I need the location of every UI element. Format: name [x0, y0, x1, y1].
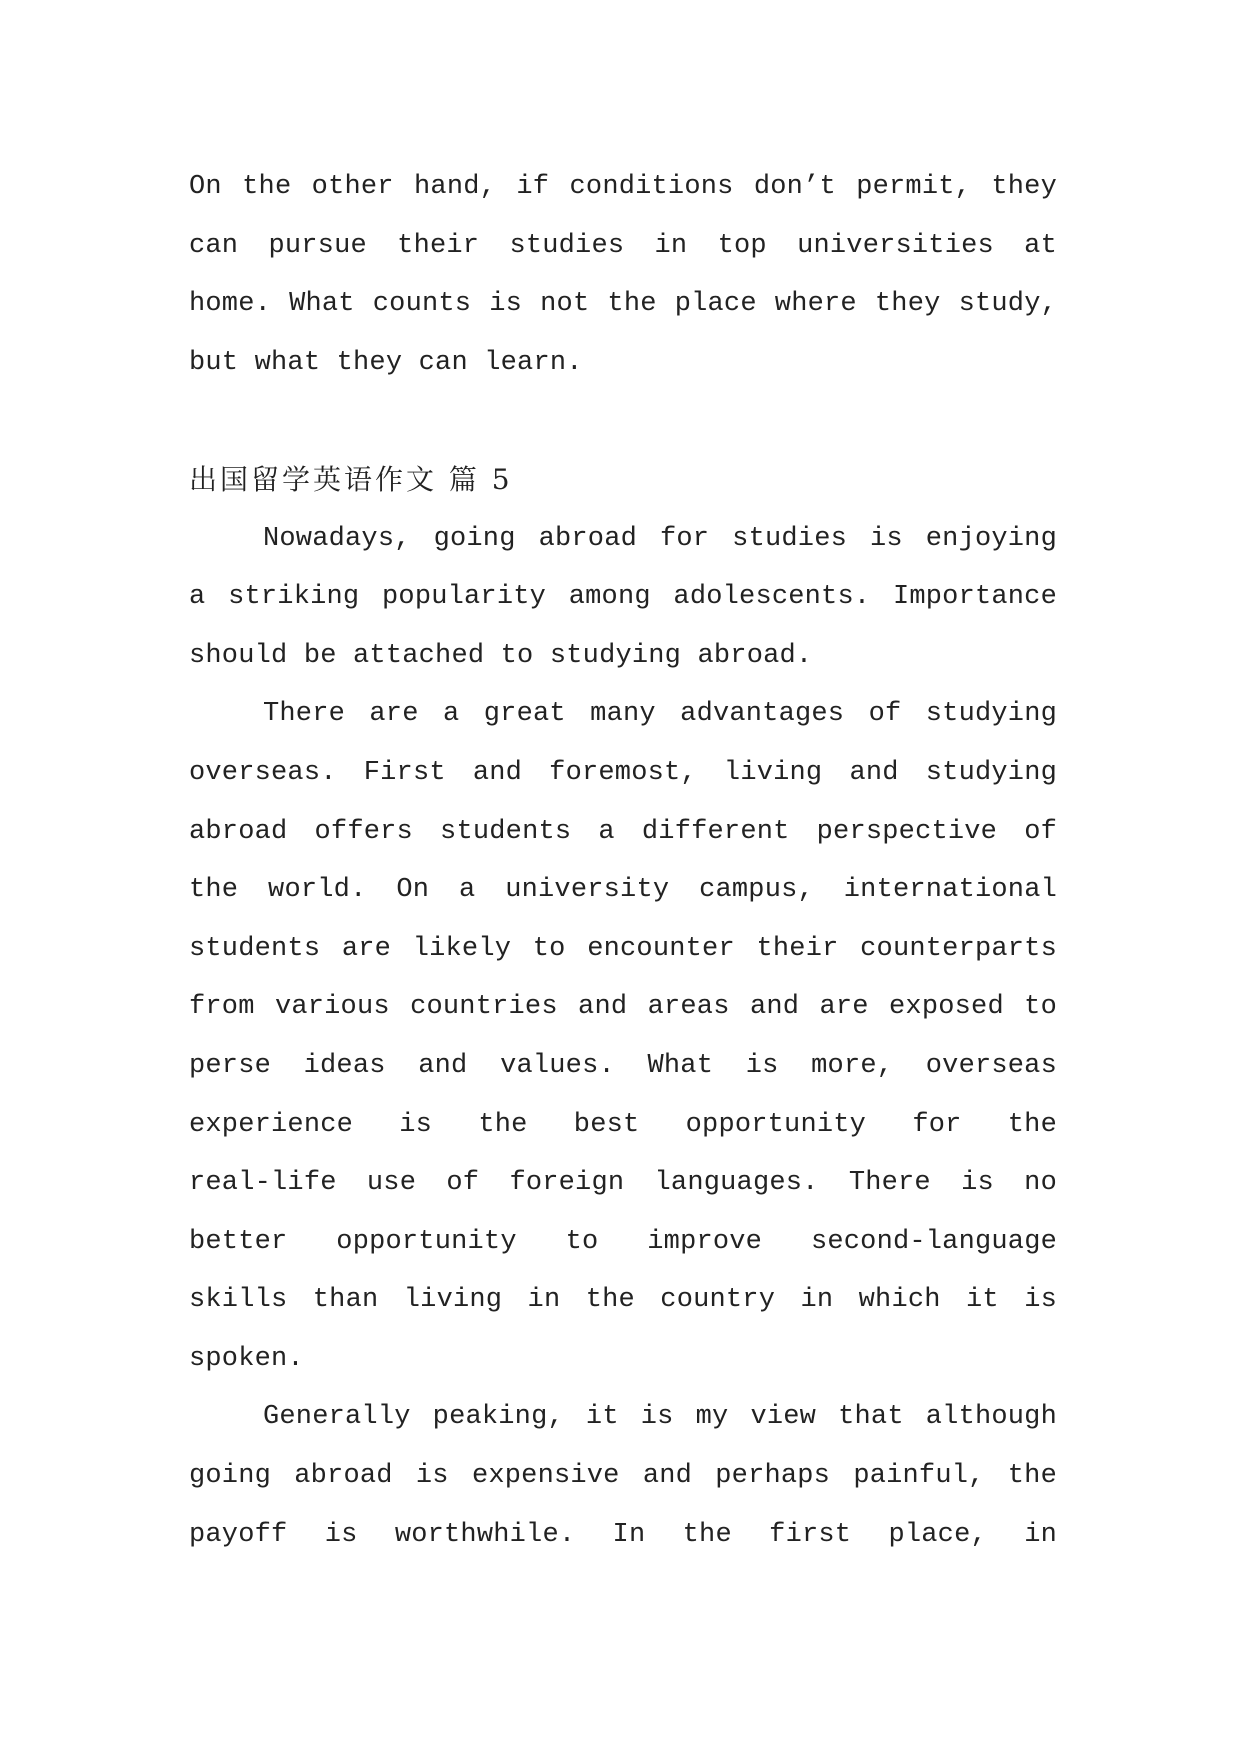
text-line: but what they can learn.: [189, 347, 583, 378]
text-line: going abroad is expensive and perhaps painful, the: [189, 1461, 1057, 1492]
text-line: overseas. First and foremost, living and studying: [189, 757, 1057, 788]
text-line: better opportunity to improve second-language: [189, 1226, 1057, 1257]
text-line: the world. On a university campus, international: [189, 875, 1057, 906]
text-line: On the other hand, if conditions don’t permit, they: [189, 172, 1057, 202]
paragraph: [189, 510, 1057, 686]
section-heading: 出国留学英语作文 篇 5: [189, 462, 513, 496]
paragraph: [189, 685, 1057, 1388]
paragraph: [189, 1388, 1057, 1564]
text-line: a striking popularity among adolescents. Importance: [189, 582, 1057, 613]
text-line: from various countries and areas and are exposed to: [189, 992, 1057, 1023]
text-line: Generally peaking, it is my view that although: [263, 1402, 1057, 1433]
text-line: should be attached to studying abroad.: [189, 640, 813, 671]
text-line: Nowadays, going abroad for studies is enjoying: [263, 523, 1057, 554]
text-line: spoken.: [189, 1343, 304, 1374]
text-line: real-life use of foreign languages. There is no: [189, 1168, 1057, 1199]
text-line: skills than living in the country in which it is: [189, 1285, 1057, 1316]
text-line: home. What counts is not the place where they study,: [189, 289, 1057, 320]
text-line: experience is the best opportunity for the: [189, 1109, 1057, 1140]
paragraph-spacer: [189, 392, 1057, 451]
document-body: [189, 158, 1057, 1564]
paragraph-continuation: [189, 158, 1057, 392]
text-line: students are likely to encounter their counterparts: [189, 933, 1057, 964]
text-line: perse ideas and values. What is more, overseas: [189, 1050, 1057, 1081]
text-line: abroad offers students a different perspective of: [189, 816, 1057, 847]
text-line: payoff is worthwhile. In the first place, in: [189, 1519, 1057, 1550]
text-line: There are a great many advantages of studying: [263, 699, 1057, 730]
text-line: can pursue their studies in top universities at: [189, 230, 1057, 261]
